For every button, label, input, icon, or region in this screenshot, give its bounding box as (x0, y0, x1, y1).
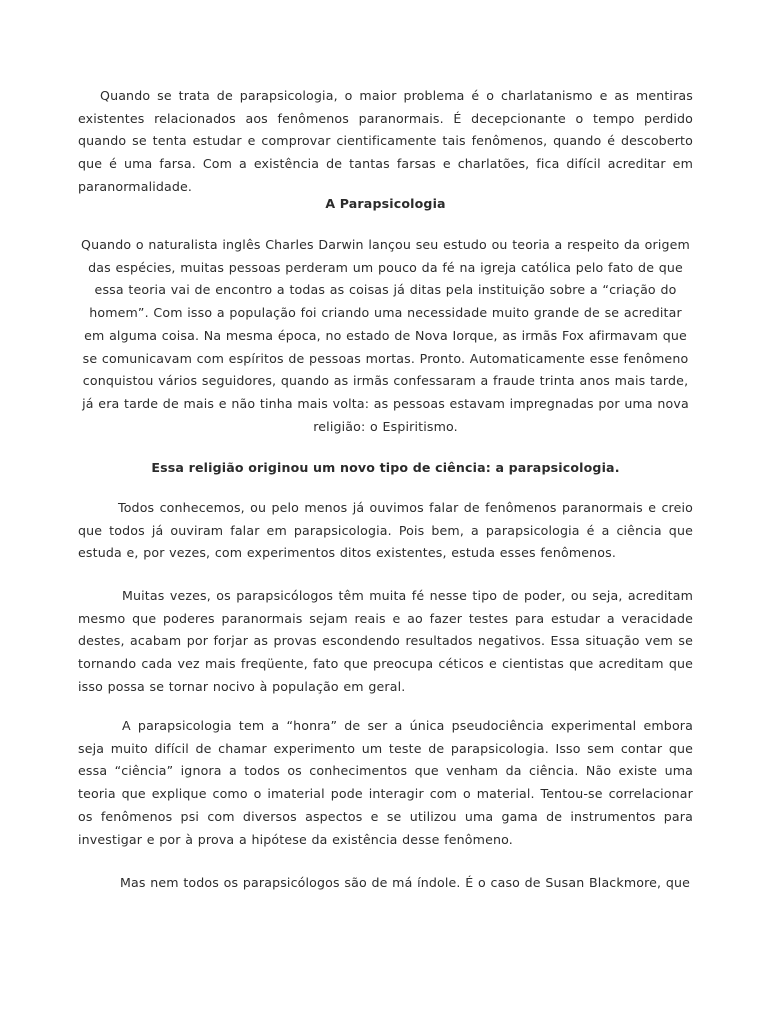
knowledge-paragraph: Todos conhecemos, ou pelo menos já ouvimos falar de fenômenos paranormais e creio que todos já ouviram falar em parapsicologia. Pois bem, a parapsicologia é a ciência que estuda e, por vezes, com experimentos ditos existentes, estuda esses fenômenos. (78, 500, 693, 561)
pseudoscience-paragraph: A parapsicologia tem a “honra” de ser a única pseudociência experimental embora seja muito difícil de chamar experimento um teste de parapsicologia. Isso sem contar que essa “ciência” ignora a todos os conhecimentos que venham da ciência. Não existe uma teoria que explique como o imaterial pode interagir com o material. Tentou-se correlacionar os fenômenos psi com diversos aspectos e se utilizou uma gama de instrumentos para investigar e por à prova a hipótese da existência desse fenômeno. (78, 718, 693, 847)
darwin-paragraph: Quando o naturalista inglês Charles Darwin lançou seu estudo ou teoria a respeito da origem das espécies, muitas pessoas perderam um pouco da fé na igreja católica pelo fato de que essa teoria vai de encontro a todas as coisas já ditas pela instituição sobre a “criação do homem”. Com isso a população foi criando uma necessidade muito grande de se acreditar em alguma coisa. Na mesma época, no estado de Nova Iorque, as irmãs Fox afirmavam que se comunicavam com espíritos de pessoas mortas. Pronto. Automaticamente esse fenômeno conquistou vários seguidores, quando as irmãs confessaram a fraude trinta anos mais tarde, já era tarde de mais e não tinha mais volta: as pessoas estavam impregnadas por uma nova religião: o Espiritismo. (81, 237, 690, 434)
blackmore-paragraph: Mas nem todos os parapsicólogos são de má índole. É o caso de Susan Blackmore, que (120, 875, 691, 890)
faith-paragraph: Muitas vezes, os parapsicólogos têm muita fé nesse tipo de poder, ou seja, acreditam mesmo que poderes paranormais sejam reais e ao fazer testes para estudar a veracidade destes, acabam por forjar as provas escondendo resultados negativos. Essa situação vem se tornando cada vez mais freqüente, fato que preocupa céticos e cientistas que acreditam que isso possa se tornar nocivo à população em geral. (78, 588, 693, 694)
subsection-heading: Essa religião originou um novo tipo de ciência: a parapsicologia. (151, 460, 620, 475)
intro-paragraph: Quando se trata de parapsicologia, o maior problema é o charlatanismo e as mentiras existentes relacionados aos fenômenos paranormais. É decepcionante o tempo perdido quando se tenta estudar e comprovar cientificamente tais fenômenos, quando é descoberto que é uma farsa. Com a existência de tantas farsas e charlatões, fica difícil acreditar em paranormalidade. (78, 88, 693, 194)
section-heading: A Parapsicologia (325, 196, 446, 211)
